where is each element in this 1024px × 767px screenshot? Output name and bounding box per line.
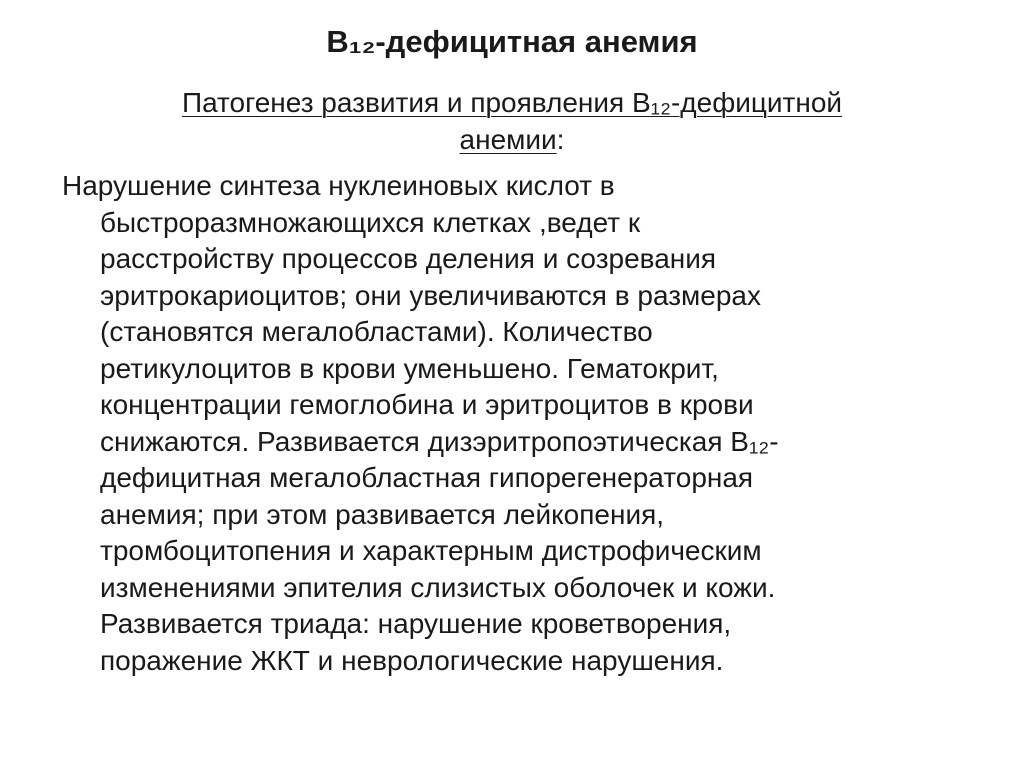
- body-line: расстройству процессов деления и созревания: [100, 243, 717, 274]
- slide-title: B₁₂-дефицитная анемия: [326, 24, 698, 59]
- body-line: анемия; при этом развивается лейкопения,: [100, 498, 665, 530]
- body-line: поражение ЖКТ и неврологические нарушения.: [100, 644, 724, 676]
- body-line: Нарушение синтеза нуклеиновых кислот в: [62, 170, 615, 201]
- body-line: изменениями эпителия слизистых оболочек и кожи.: [100, 571, 776, 603]
- body-line: ретикулоцитов в крови уменьшено. Гематокрит,: [100, 352, 719, 384]
- body-line: снижаются. Развивается дизэритропоэтическая B₁₂-: [100, 425, 779, 457]
- subtitle: [92, 84, 932, 158]
- body-line: тромбоцитопения и характерным дистрофическим: [100, 535, 762, 566]
- body-line: концентрации гемоглобина и эритроцитов в крови: [100, 389, 754, 420]
- body-paragraph: [62, 168, 982, 679]
- body-line: быстроразмножающихся клетках ,ведет к: [100, 206, 641, 238]
- subtitle-line-1-text: Патогенез развития и проявления B₁₂-дефицитной: [181, 87, 843, 118]
- subtitle-line-1: [92, 84, 932, 121]
- subtitle-line-2-text: анемии: [459, 124, 557, 155]
- subtitle-line-2-suffix: :: [556, 124, 565, 155]
- subtitle-line-2: [92, 121, 932, 158]
- body-line: эритрокариоцитов; они увеличиваются в размерах: [100, 279, 762, 311]
- body-line: Развивается триада: нарушение кроветворения,: [100, 608, 732, 639]
- body-line: дефицитная мегалобластная гипорегенераторная: [100, 462, 754, 493]
- body-line: (становятся мегалобластами). Количество: [100, 316, 653, 347]
